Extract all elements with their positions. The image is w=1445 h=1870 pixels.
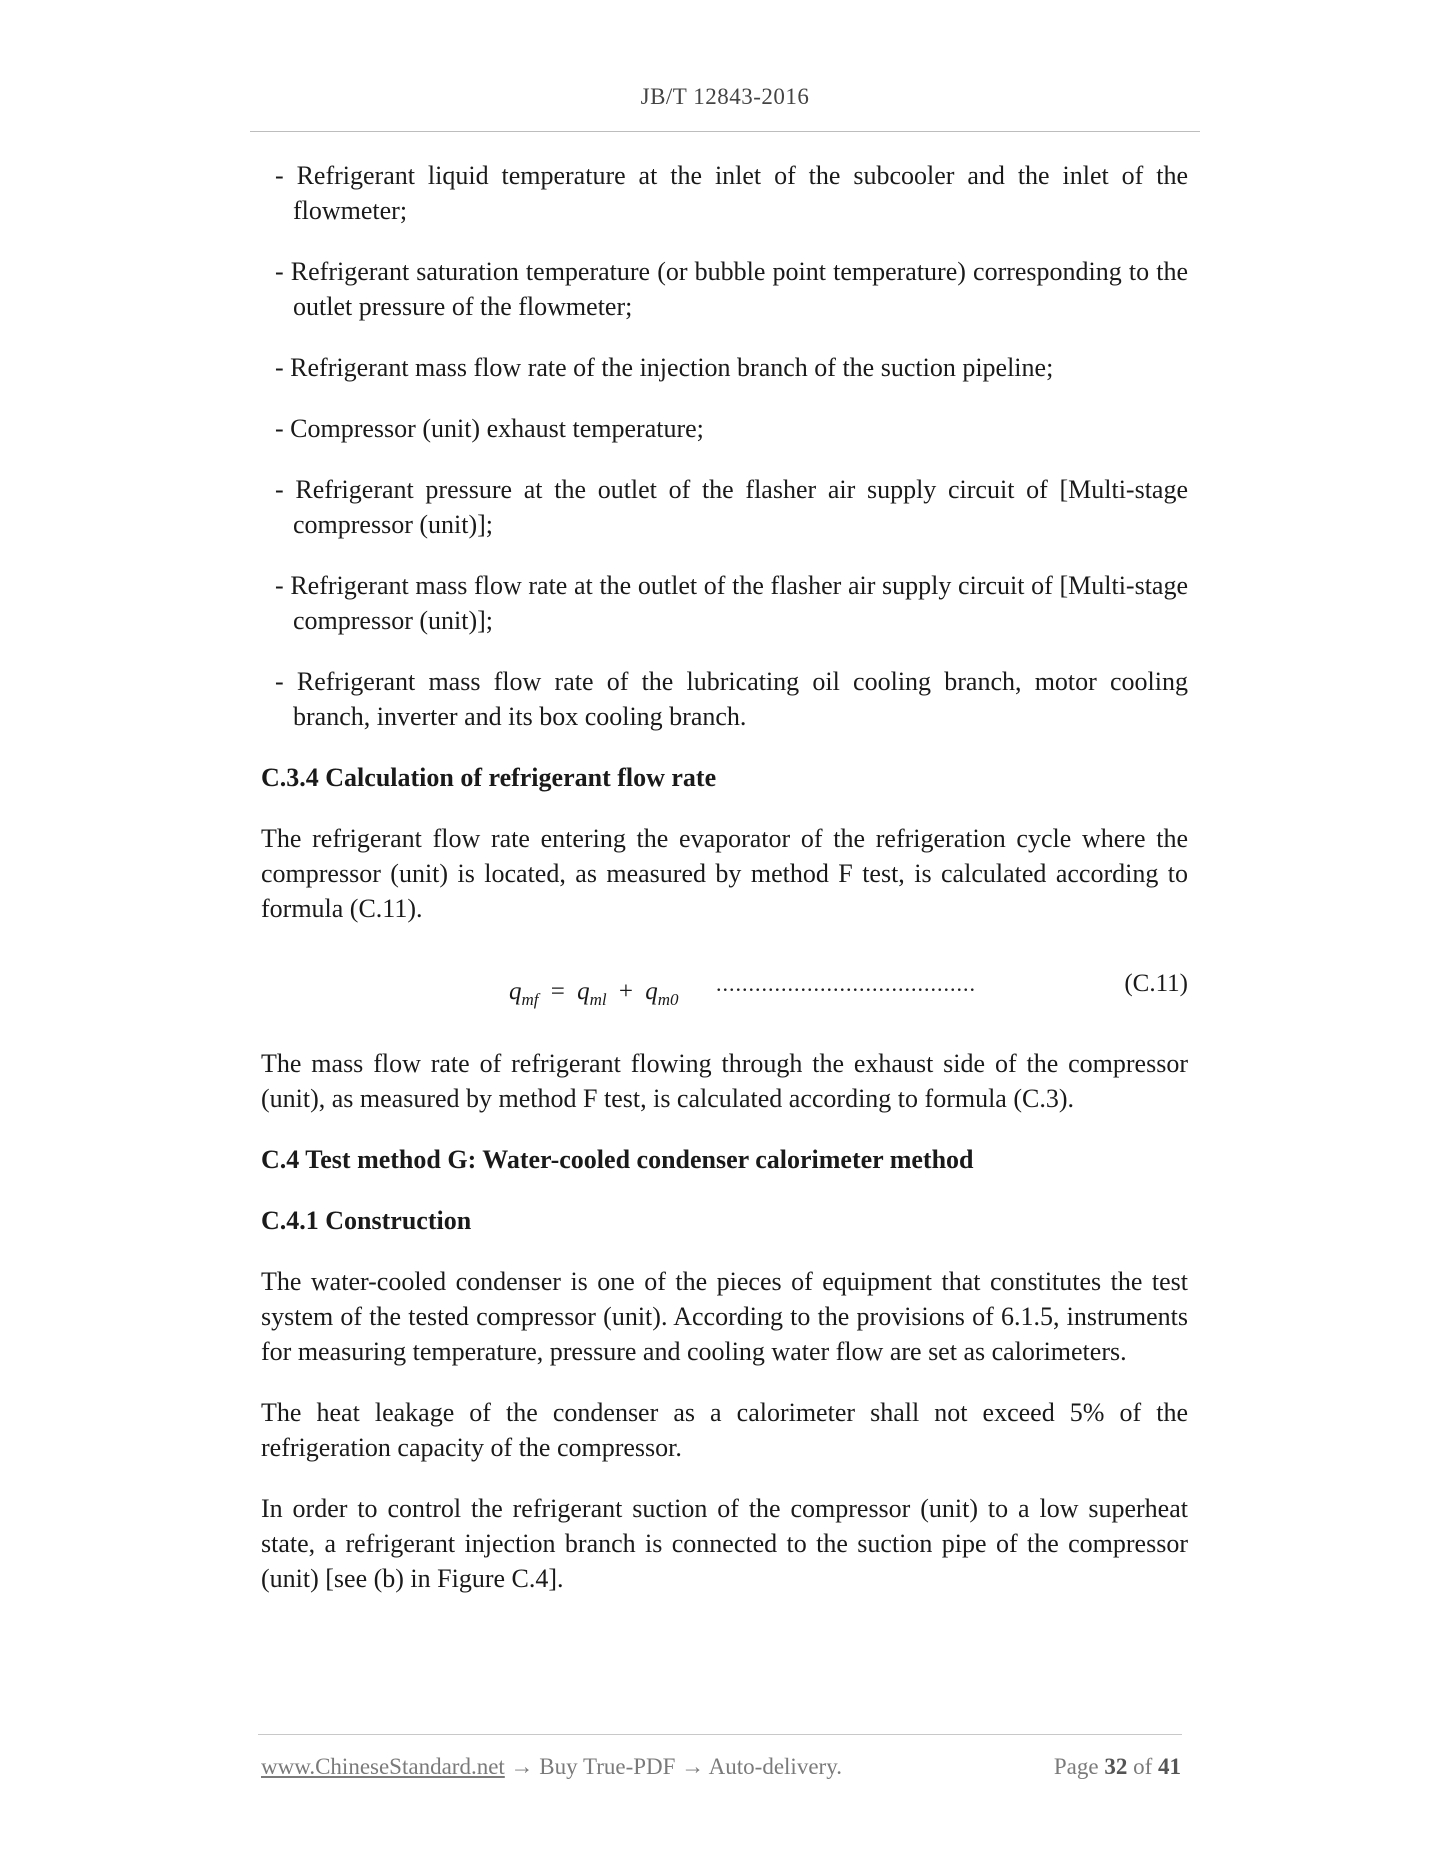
page-label: Page (1053, 1754, 1099, 1779)
footer-links (261, 1754, 842, 1780)
paragraph-c41-3: In order to control the refrigerant suction of the compressor (unit) to a low superheat state, a refrigerant injection branch is connected to the suction pipe of the compressor (unit) [see (b) in Figure C.4]. (261, 1494, 1188, 1593)
formula-c11 (261, 952, 1188, 1020)
list-item: - Refrigerant liquid temperature at the inlet of the subcooler and the inlet of the flowmeter; (275, 161, 1188, 225)
auto-delivery-text: Auto-delivery. (708, 1754, 842, 1779)
footer-divider (258, 1734, 1182, 1735)
formula-expression: $q_{mf} = q_{ml} + q_{m0}$ (509, 978, 679, 1009)
list-item: - Refrigerant mass flow rate at the outlet of the flasher air supply circuit of [Multi-stage compressor (unit)]; (275, 571, 1188, 635)
paragraph-c41-2: The heat leakage of the condenser as a calorimeter shall not exceed 5% of the refrigeration capacity of the compressor. (261, 1398, 1188, 1462)
list-item: - Refrigerant mass flow rate of the lubricating oil cooling branch, motor cooling branch, inverter and its box cooling branch. (275, 667, 1188, 731)
header-divider (250, 131, 1200, 132)
paragraph-c34-after: The mass flow rate of refrigerant flowing through the exhaust side of the compressor (unit), as measured by method F test, is calculated according to formula (C.3). (261, 1049, 1188, 1113)
site-link[interactable]: www.ChineseStandard.net (261, 1754, 505, 1779)
section-heading-c4: C.4 Test method G: Water-cooled condenser calorimeter method (261, 1145, 974, 1174)
list-item: - Refrigerant pressure at the outlet of the flasher air supply circuit of [Multi-stage compressor (unit)]; (275, 475, 1188, 539)
arrow-right-icon: → (510, 1754, 534, 1779)
arrow-right-icon: → (681, 1754, 705, 1779)
page-indicator (1054, 1754, 1181, 1780)
page-header-standard-id: JB/T 12843-2016 (640, 84, 810, 109)
formula-number: (C.11) (1124, 970, 1188, 997)
page-number: 32 (1104, 1754, 1128, 1779)
list-item: - Compressor (unit) exhaust temperature; (275, 414, 704, 443)
of-label: of (1133, 1754, 1153, 1779)
total-pages: 41 (1158, 1754, 1181, 1779)
list-item: - Refrigerant saturation temperature (or bubble point temperature) corresponding to the outlet pressure of the flowmeter; (275, 257, 1188, 321)
section-heading-c34: C.3.4 Calculation of refrigerant flow rate (261, 763, 717, 792)
paragraph-c34-intro: The refrigerant flow rate entering the evaporator of the refrigeration cycle where the compressor (unit) is located, as measured by method F test, is calculated according to formula (C.11). (261, 824, 1188, 923)
section-heading-c41: C.4.1 Construction (261, 1206, 472, 1235)
formula-leader-dots: ........................................ (716, 971, 976, 996)
paragraph-c41-1: The water-cooled condenser is one of the pieces of equipment that constitutes the test system of the tested compressor (unit). According to the provisions of 6.1.5, instruments for measuring temperature, pressure and cooling water flow are set as calorimeters. (261, 1267, 1188, 1366)
list-item: - Refrigerant mass flow rate of the injection branch of the suction pipeline; (275, 353, 1054, 382)
page-content (261, 158, 1188, 1622)
buy-pdf-text: Buy True-PDF (539, 1754, 676, 1779)
